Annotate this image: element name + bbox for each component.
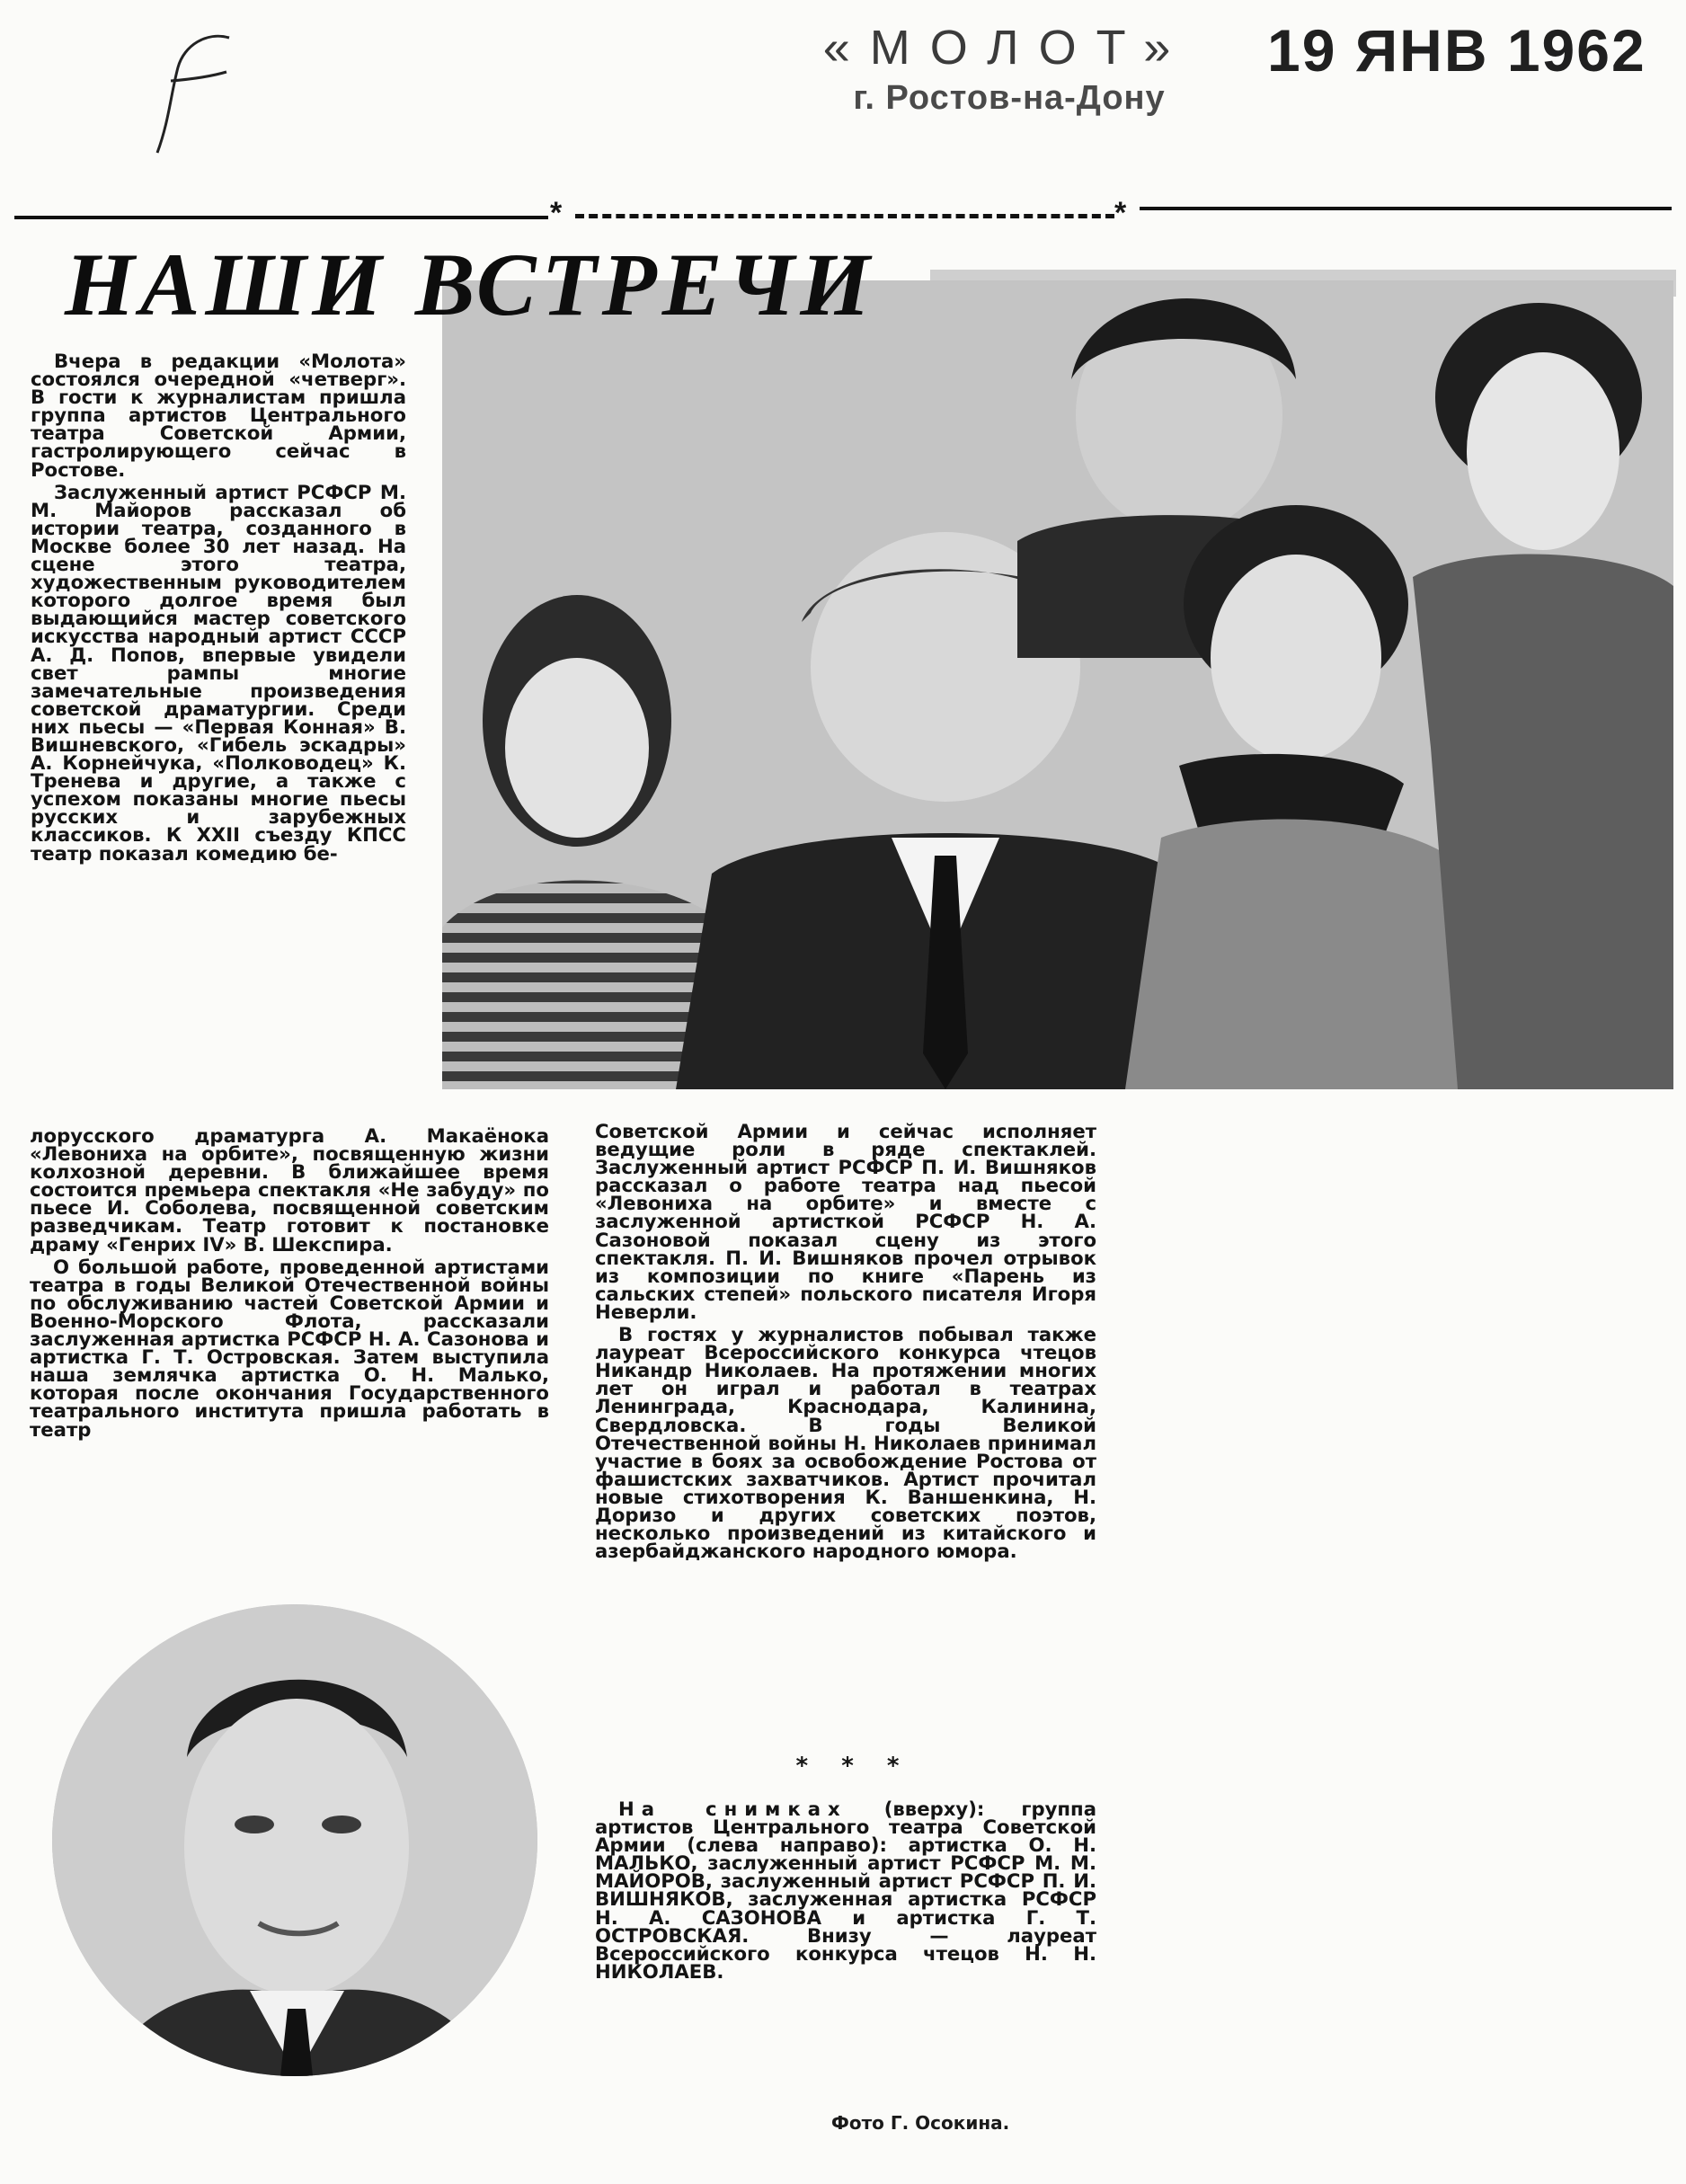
paragraph: Вчера в редакции «Молота» состоялся очередной «четверг». В гости к журналистам пришла группа артистов Центрального театра Советской Армии, гастролирующего сейчас в Ростове. [31,350,406,481]
header-rule-right [1140,207,1672,210]
photo-credit: Фото Г. Осокина. [831,2112,1010,2134]
date-stamp: 19 ЯНВ 1962 [1267,17,1646,84]
header-rule-left [14,216,548,219]
header-rule-dashed [575,214,1114,218]
group-photo [442,280,1673,1089]
article-column-2 [30,1124,549,1441]
caption-lead: На снимках [618,1798,847,1820]
portrait-image [52,1604,537,2076]
caption-text: (вверху): группа артистов Центрального театра Советской Армии (слева направо): артистка О. Н. МАЛЬКО, заслуженный артист РСФСР М. М. МАЙОРОВ, заслуженный артист РСФСР П. И. ВИШНЯКОВ, заслуженная артистка РСФСР Н. А. САЗОНОВА и артистка Г. Т. ОСТРОВСКАЯ. Внизу — лауреат Всероссийского конкурса чтецов Н. Н. НИКОЛАЕВ. [595,1798,1096,1983]
rule-ornament-left: * [550,196,563,230]
paragraph: Заслуженный артист РСФСР М. М. Майоров рассказал об истории театра, созданного в Москве более 30 лет назад. На сцене этого театра, художественным руководителем которого долгое время был выдающийся мастер советского искусства народный артист СССР А. Д. Попов, впервые увидели свет рампы многие замечательные произведения советской драматургии. Среди них пьесы — «Первая Конная» В. Вишневского, «Гибель эскадры» А. Корнейчука, «Полководец» К. Тренева и другие, а также с успехом показаны многие пьесы русских и зарубежных классиков. К XXII съезду КПСС театр показал комедию бе- [31,480,406,865]
newspaper-name: «МОЛОТ» [822,21,1191,75]
article-title: НАШИ ВСТРЕЧИ [65,235,876,334]
paragraph: Советской Армии и сейчас исполняет ведущие роли в ряде спектаклей. Заслуженный артист РСФСР П. И. Вишняков рассказал о работе театра над пьесой «Левониха на орбите» и вместе с заслуженной артисткой РСФСР Н. А. Сазоновой показал сцену из этого спектакля. П. И. Вишняков прочел отрывок из композиции по книге «Парень из сальских степей» польского писателя Игоря Неверли. [595,1120,1096,1323]
portrait-photo [52,1604,537,2076]
handwritten-mark [144,27,270,162]
article-column-1 [31,352,406,863]
paragraph: В гостях у журналистов побывал также лауреат Всероссийского конкурса чтецов Никандр Николаев. На протяжении многих лет он играл и работал в театрах Ленинграда, Краснодара, Калинина, Свердловска. В годы Великой Отечественной войны Н. Николаев принимал участие в боях за освобождение Ростова от фашистских захватчиков. Артист прочитал новые стихотворения К. Ваншенкина, Н. Доризо и других советских поэтов, несколько произведений из китайского и азербайджанского народного юмора. [595,1323,1096,1563]
photo-caption [595,1800,1096,1981]
paragraph: лорусского драматурга А. Макаёнока «Левониха на орбите», посвященную жизни колхозной деревни. В ближайшее время состоится премьера спектакля «Не забуду» по пьесе И. Соболева, посвященной советским разведчикам. Театр готовит к постановке драму «Генрих IV» В. Шекспира. [30,1124,549,1256]
group-photo-image [442,280,1673,1089]
section-separator: * * * [795,1753,912,1780]
paragraph: О большой работе, проведенной артистами театра в годы Великой Отечественной войны по обслуживанию частей Советской Армии и Военно-Морского Флота, рассказали заслуженная артистка РСФСР Н. А. Сазонова и артистка Г. Т. Островская. Затем выступила наша землячка артистка О. Н. Малько, которая после окончания Государственного театрального института пришла работать в театр [30,1255,549,1441]
article-column-3 [595,1120,1096,1563]
newspaper-city: г. Ростов-на-Дону [853,79,1166,117]
rule-ornament-right: * [1114,196,1127,230]
